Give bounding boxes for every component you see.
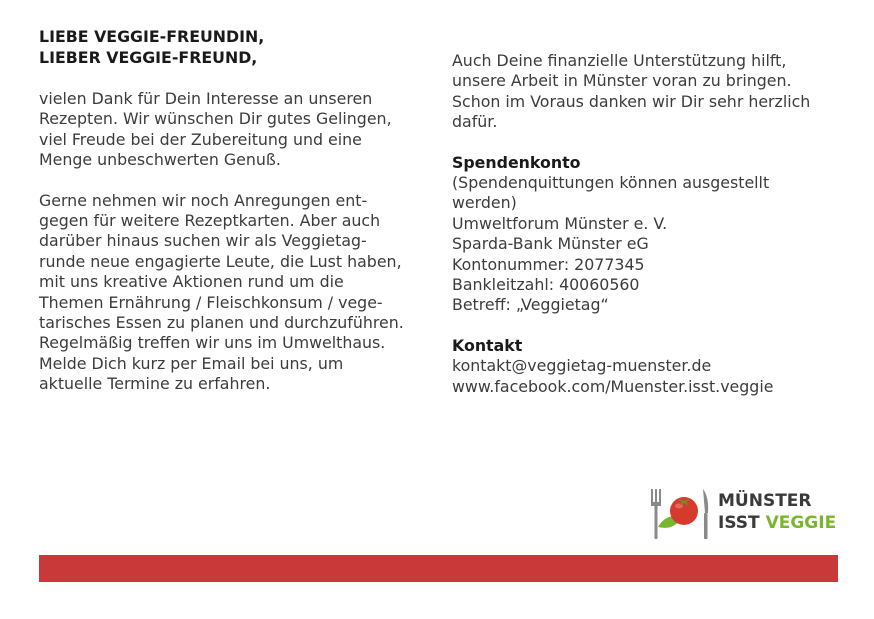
- intro-paragraph: vielen Dank für Dein Interesse an unseren Rezepten. Wir wünschen Dir gutes Gelingen, viel Freude bei der Zubereitung und eine Menge unbeschwerten Genuß.: [39, 89, 392, 170]
- right-column: [452, 51, 852, 397]
- donation-title: Spendenkonto: [452, 152, 581, 172]
- donation-org: Umweltforum Münster e. V.: [452, 213, 668, 233]
- logo-line2-veggie: VEGGIE: [765, 513, 837, 533]
- contact-title: Kontakt: [452, 335, 523, 355]
- volunteer-paragraph: Gerne nehmen wir noch Anregungen ent- gegen für weitere Rezeptkarten. Aber auch darüber hinaus suchen wir als Veggietag- runde neue engagierte Leute, die Lust haben, mit uns kreative Aktionen rund um die Themen Ernährung / Fleischkonsum / vege- tarisches Essen zu planen und durchzuführen. Regelmäßig treffen wir uns im Umwelthaus. Melde Dich kurz per Email bei uns, um aktuelle Termine zu erfahren.: [39, 190, 404, 394]
- donation-account: Kontonummer: 2077345: [452, 254, 645, 274]
- donation-blz: Bankleitzahl: 40060560: [452, 275, 640, 295]
- donation-note: (Spendenquittungen können ausgestellt werden): [452, 173, 770, 213]
- contact-email-link[interactable]: kontakt@veggietag-muenster.de: [452, 356, 712, 376]
- footer-red-bar: [39, 555, 838, 582]
- logo-line1: MÜNSTER: [718, 491, 812, 511]
- logo-line2: [718, 512, 836, 534]
- contact-facebook-link[interactable]: www.facebook.com/Muenster.isst.veggie: [452, 376, 774, 396]
- logo-line2-isst: ISST: [718, 513, 766, 533]
- greeting-heading-line2: LIEBER VEGGIE-FREUND,: [39, 48, 258, 67]
- support-paragraph: Auch Deine finanzielle Unterstützung hilft, unsere Arbeit in Münster voran zu bringen. Schon im Voraus danken wir Dir sehr herzlich dafür.: [452, 51, 811, 132]
- fork-tomato-knife-icon: [648, 487, 714, 543]
- logo-wordmark: [718, 490, 836, 534]
- donation-reference: Betreff: „Veggietag“: [452, 295, 609, 315]
- donation-bank: Sparda-Bank Münster eG: [452, 234, 649, 254]
- muenster-isst-veggie-logo: [648, 487, 848, 543]
- left-column: [39, 26, 419, 395]
- greeting-heading-line1: LIEBE VEGGIE-FREUNDIN,: [39, 27, 265, 46]
